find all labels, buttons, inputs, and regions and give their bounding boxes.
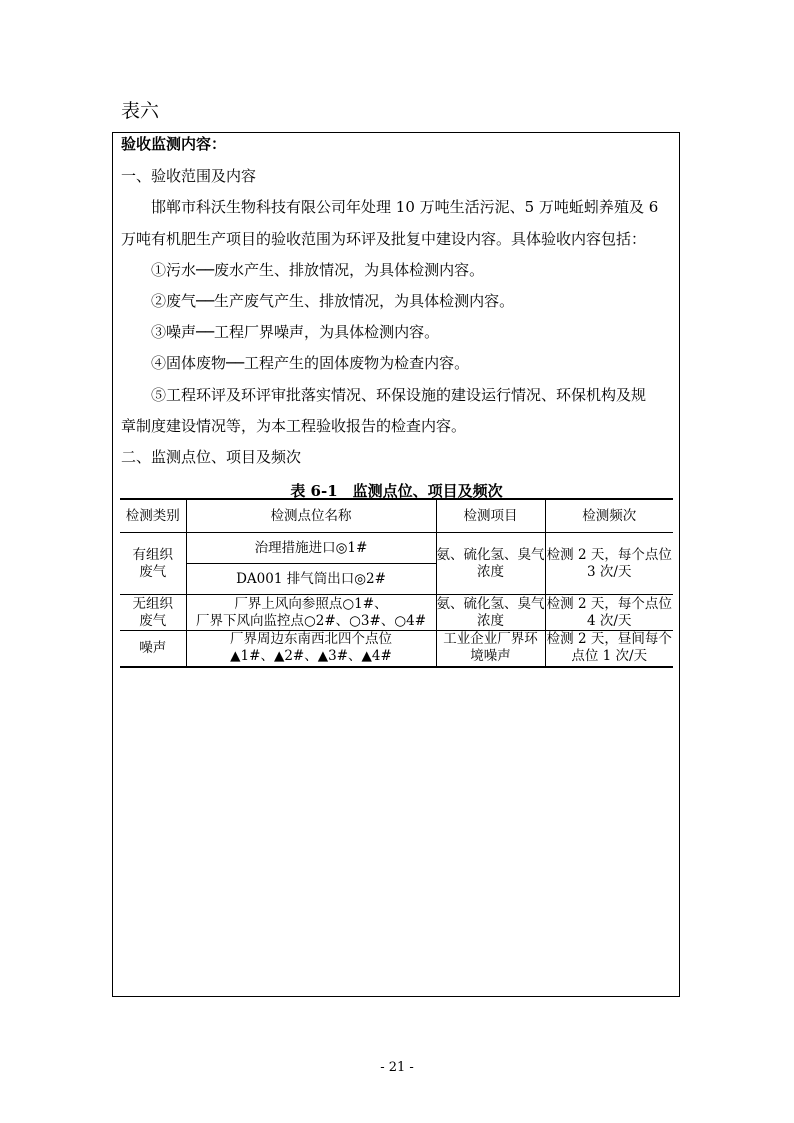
header-frequency: 检测频次 [545,499,673,533]
content-item-2: ②废气──生产废气产生、排放情况，为具体检测内容。 [151,292,515,310]
page-number: - 21 - [380,1060,414,1075]
table-row-noise [120,631,673,667]
header-item: 检测项目 [436,499,545,533]
point-fugitive-line-1: 厂界上风向参照点○1#、 [234,595,388,612]
content-item-3: ③噪声──工程厂界噪声，为具体检测内容。 [151,323,440,341]
category-fugitive-line-1: 无组织 [132,595,173,612]
cell-item-organic [436,533,545,595]
content-item-5-line-1: ⑤工程环评及环评审批落实情况、环保设施的建设运行情况、环保机构及规 [151,386,647,404]
intro-line-2: 万吨有机肥生产项目的验收范围为环评及批复中建设内容。具体验收内容包括： [121,230,647,248]
category-fugitive-line-2: 废气 [139,612,167,629]
freq-organic-line-2: 3 次/天 [587,563,632,580]
point-noise-line-1: 厂界周边东南西北四个点位 [230,631,392,648]
category-organic-line-2: 废气 [139,563,167,580]
cell-point-fugitive [186,595,436,631]
content-item-4: ④固体废物──工程产生的固体废物为检查内容。 [151,354,470,372]
intro-line-1: 邯郸市科沃生物科技有限公司年处理 10 万吨生活污泥、5 万吨蚯蚓养殖及 6 [151,198,659,216]
table-header-row [120,499,673,533]
cell-frequency-noise [545,631,673,667]
page-heading: 表六 [121,100,160,122]
part1-title: 一、验收范围及内容 [121,167,257,185]
point-noise-line-2: ▲1#、▲2#、▲3#、▲4# [230,648,392,665]
content-item-5-line-2: 章制度建设情况等，为本工程验收报告的检查内容。 [121,417,467,435]
content-item-1: ①污水──废水产生、排放情况，为具体检测内容。 [151,261,485,279]
cell-point-noise [186,631,436,667]
section-title: 验收监测内容： [121,135,227,153]
cell-item-fugitive [436,595,545,631]
header-category: 检测类别 [120,499,186,533]
item-organic-line-2: 浓度 [477,563,504,580]
freq-noise-line-1: 检测 2 天，昼间每个 [546,631,672,648]
item-organic-line-1: 氨、硫化氢、臭气 [436,546,545,563]
freq-fugitive-line-1: 检测 2 天，每个点位 [546,595,672,612]
monitoring-table [120,498,673,668]
item-noise-line-2: 境噪声 [470,648,511,665]
item-noise-line-1: 工业企业厂界环 [443,631,538,648]
table-row-organic-a [120,533,673,564]
point-fugitive-line-2: 厂界下风向监控点○2#、○3#、○4# [195,612,427,629]
item-fugitive-line-1: 氨、硫化氢、臭气 [436,595,545,612]
part2-title: 二、监测点位、项目及频次 [121,448,302,466]
cell-item-noise [436,631,545,667]
cell-category-noise: 噪声 [120,631,186,667]
table-row-fugitive [120,595,673,631]
header-point: 检测点位名称 [186,499,436,533]
cell-point-outlet: DA001 排气筒出口◎2# [186,564,436,595]
freq-fugitive-line-2: 4 次/天 [587,612,632,629]
cell-frequency-fugitive [545,595,673,631]
cell-category-organic [120,533,186,595]
table-caption: 表 6-1 监测点位、项目及频次 [290,482,503,500]
item-fugitive-line-2: 浓度 [477,612,504,629]
cell-category-fugitive [120,595,186,631]
category-organic-line-1: 有组织 [132,546,173,563]
freq-noise-line-2: 点位 1 次/天 [571,648,648,665]
cell-point-inlet: 治理措施进口◎1# [186,533,436,564]
cell-frequency-organic [545,533,673,595]
freq-organic-line-1: 检测 2 天，每个点位 [546,546,672,563]
